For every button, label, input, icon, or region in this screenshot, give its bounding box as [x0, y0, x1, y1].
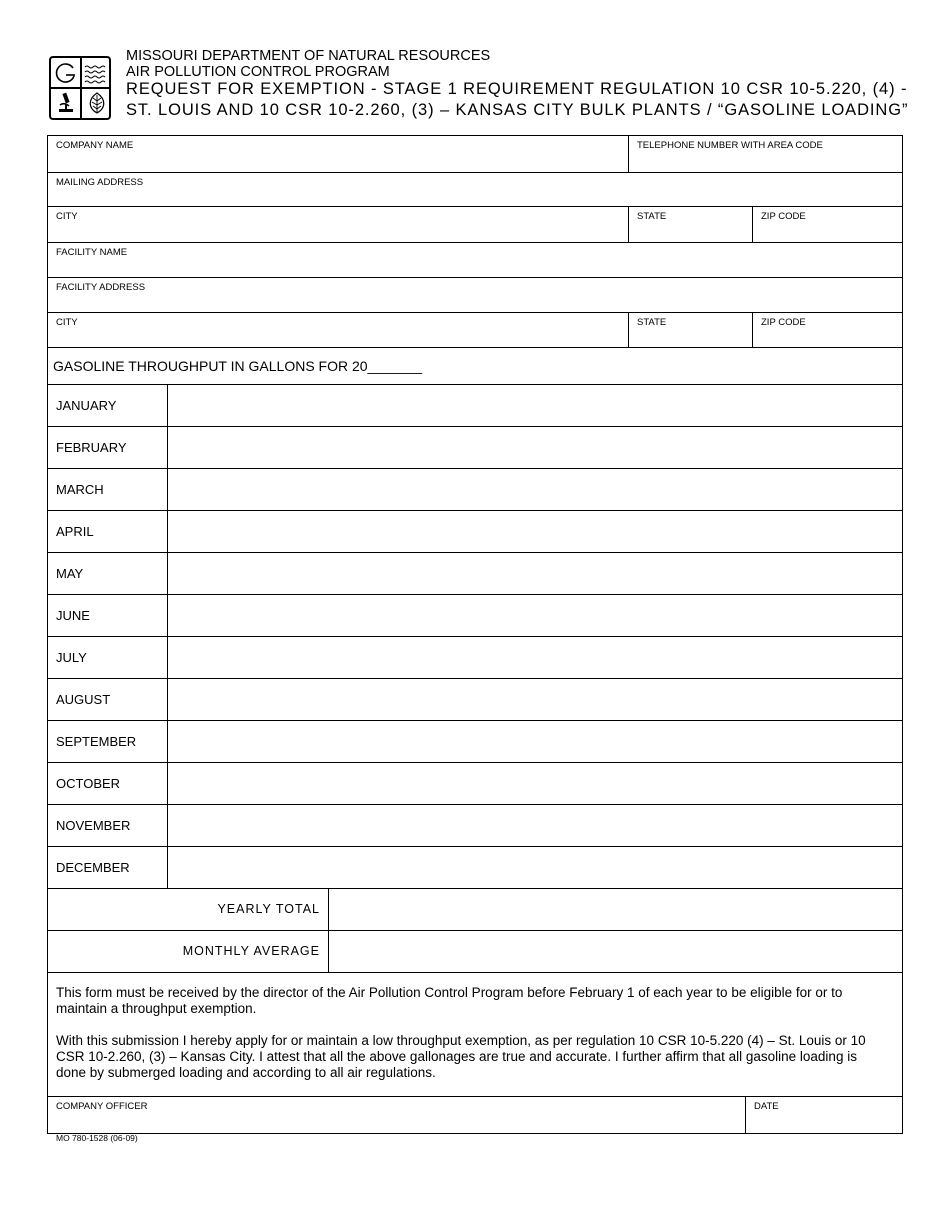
month-row	[48, 553, 902, 595]
month-row	[48, 511, 902, 553]
city-label: CITY	[56, 211, 78, 222]
company-state-field[interactable]	[629, 207, 753, 242]
month-label-cell	[48, 511, 168, 552]
zip-label: ZIP CODE	[761, 211, 806, 222]
monthly-average-input[interactable]	[329, 931, 902, 972]
mailing-address-label: MAILING ADDRESS	[56, 177, 144, 188]
company-city-row	[48, 207, 902, 243]
facility-name-field[interactable]	[48, 243, 902, 277]
month-label-cell	[48, 469, 168, 510]
company-officer-label: COMPANY OFFICER	[56, 1101, 148, 1112]
state-label: STATE	[637, 211, 667, 222]
company-row	[48, 136, 902, 173]
january-gallons-input[interactable]	[168, 385, 902, 426]
august-gallons-input[interactable]	[168, 679, 902, 720]
october-gallons-input[interactable]	[168, 763, 902, 804]
month-label-cell	[48, 805, 168, 846]
agency-name	[126, 48, 490, 80]
monthly-average-label: MONTHLY AVERAGE	[182, 944, 320, 958]
facility-city-field[interactable]	[48, 313, 629, 347]
date-label: DATE	[754, 1101, 779, 1112]
form-number: MO 780-1528 (06-09)	[56, 1133, 138, 1143]
company-name-field[interactable]	[48, 136, 629, 172]
month-row	[48, 637, 902, 679]
month-label-cell	[48, 427, 168, 468]
yearly-total-row	[48, 889, 902, 931]
exemption-form	[47, 135, 903, 1134]
month-label: MAY	[56, 566, 84, 581]
september-gallons-input[interactable]	[168, 721, 902, 762]
month-label: DECEMBER	[56, 860, 130, 875]
month-label: NOVEMBER	[56, 818, 131, 833]
month-row	[48, 805, 902, 847]
month-label: APRIL	[56, 524, 94, 539]
facility-zip-field[interactable]	[753, 313, 902, 347]
company-officer-field[interactable]	[48, 1097, 746, 1133]
facility-address-label: FACILITY ADDRESS	[56, 282, 146, 293]
month-label-cell	[48, 595, 168, 636]
month-label: JULY	[56, 650, 87, 665]
notice-deadline: This form must be received by the director of the Air Pollution Control Program before February 1 of each year to be eligible for or to maintain a throughput exemption.	[56, 985, 843, 1016]
company-zip-field[interactable]	[753, 207, 902, 242]
notice-row	[48, 973, 902, 1097]
mailing-address-field[interactable]	[48, 173, 902, 206]
facility-city-label: CITY	[56, 317, 78, 328]
leaf-icon	[86, 91, 108, 115]
signature-row	[48, 1097, 902, 1133]
water-waves-icon	[84, 63, 108, 85]
april-gallons-input[interactable]	[168, 511, 902, 552]
november-gallons-input[interactable]	[168, 805, 902, 846]
facility-address-row	[48, 278, 902, 313]
dnr-logo	[49, 56, 111, 120]
company-city-field[interactable]	[48, 207, 629, 242]
telephone-field[interactable]	[629, 136, 902, 172]
june-gallons-input[interactable]	[168, 595, 902, 636]
month-row	[48, 721, 902, 763]
facility-city-row	[48, 313, 902, 348]
month-label: JUNE	[56, 608, 90, 623]
month-label-cell	[48, 553, 168, 594]
yearly-total-label: YEARLY TOTAL	[217, 902, 320, 916]
notice-text	[56, 985, 886, 1097]
month-label: MARCH	[56, 482, 104, 497]
monthly-average-row	[48, 931, 902, 973]
throughput-title: GASOLINE THROUGHPUT IN GALLONS FOR 20_______	[53, 358, 423, 374]
agency-program: AIR POLLUTION CONTROL PROGRAM	[126, 64, 390, 80]
december-gallons-input[interactable]	[168, 847, 902, 888]
month-row	[48, 847, 902, 889]
month-label-cell	[48, 721, 168, 762]
form-title-line2: ST. LOUIS AND 10 CSR 10-2.260, (3) – KANSAS CITY BULK PLANTS / “GASOLINE LOADING”	[126, 101, 909, 119]
month-row	[48, 763, 902, 805]
month-label: OCTOBER	[56, 776, 121, 791]
form-title	[126, 79, 908, 121]
form-title-line1: REQUEST FOR EXEMPTION - STAGE 1 REQUIREMENT REGULATION 10 CSR 10-5.220, (4) -	[126, 80, 908, 98]
telephone-label: TELEPHONE NUMBER WITH AREA CODE	[637, 140, 823, 151]
yearly-total-label-cell	[48, 889, 329, 930]
date-field[interactable]	[746, 1097, 902, 1133]
month-row	[48, 469, 902, 511]
form-header	[48, 47, 908, 127]
company-name-label: COMPANY NAME	[56, 140, 134, 151]
facility-name-label: FACILITY NAME	[56, 247, 128, 258]
month-label-cell	[48, 679, 168, 720]
month-label-cell	[48, 847, 168, 888]
monthly-average-label-cell	[48, 931, 329, 972]
month-label: JANUARY	[56, 398, 117, 413]
month-label-cell	[48, 763, 168, 804]
yearly-total-input[interactable]	[329, 889, 902, 930]
facility-name-row	[48, 243, 902, 278]
mailing-address-row	[48, 173, 902, 207]
march-gallons-input[interactable]	[168, 469, 902, 510]
july-gallons-input[interactable]	[168, 637, 902, 678]
notice-attestation: With this submission I hereby apply for or maintain a low throughput exemption, as per regulation 10 CSR 10-5.220 (4) – St. Louis or 10 CSR 10-2.260, (3) – Kansas City. I attest that all the above gallonages are true and accurate. I further affirm that all gasoline loading is done by submerged loading and according to all air regulations.	[56, 1033, 866, 1080]
facility-state-field[interactable]	[629, 313, 753, 347]
microscope-icon	[56, 92, 76, 114]
air-swirl-icon	[54, 61, 78, 85]
february-gallons-input[interactable]	[168, 427, 902, 468]
agency-department: MISSOURI DEPARTMENT OF NATURAL RESOURCES	[126, 48, 491, 64]
month-row	[48, 679, 902, 721]
month-label-cell	[48, 637, 168, 678]
month-row	[48, 385, 902, 427]
month-label: SEPTEMBER	[56, 734, 137, 749]
month-row	[48, 595, 902, 637]
facility-state-label: STATE	[637, 317, 667, 328]
month-label: AUGUST	[56, 692, 111, 707]
facility-address-field[interactable]	[48, 278, 902, 312]
month-label-cell	[48, 385, 168, 426]
may-gallons-input[interactable]	[168, 553, 902, 594]
throughput-title-row	[48, 348, 902, 385]
month-label: FEBRUARY	[56, 440, 127, 455]
facility-zip-label: ZIP CODE	[761, 317, 806, 328]
month-row	[48, 427, 902, 469]
